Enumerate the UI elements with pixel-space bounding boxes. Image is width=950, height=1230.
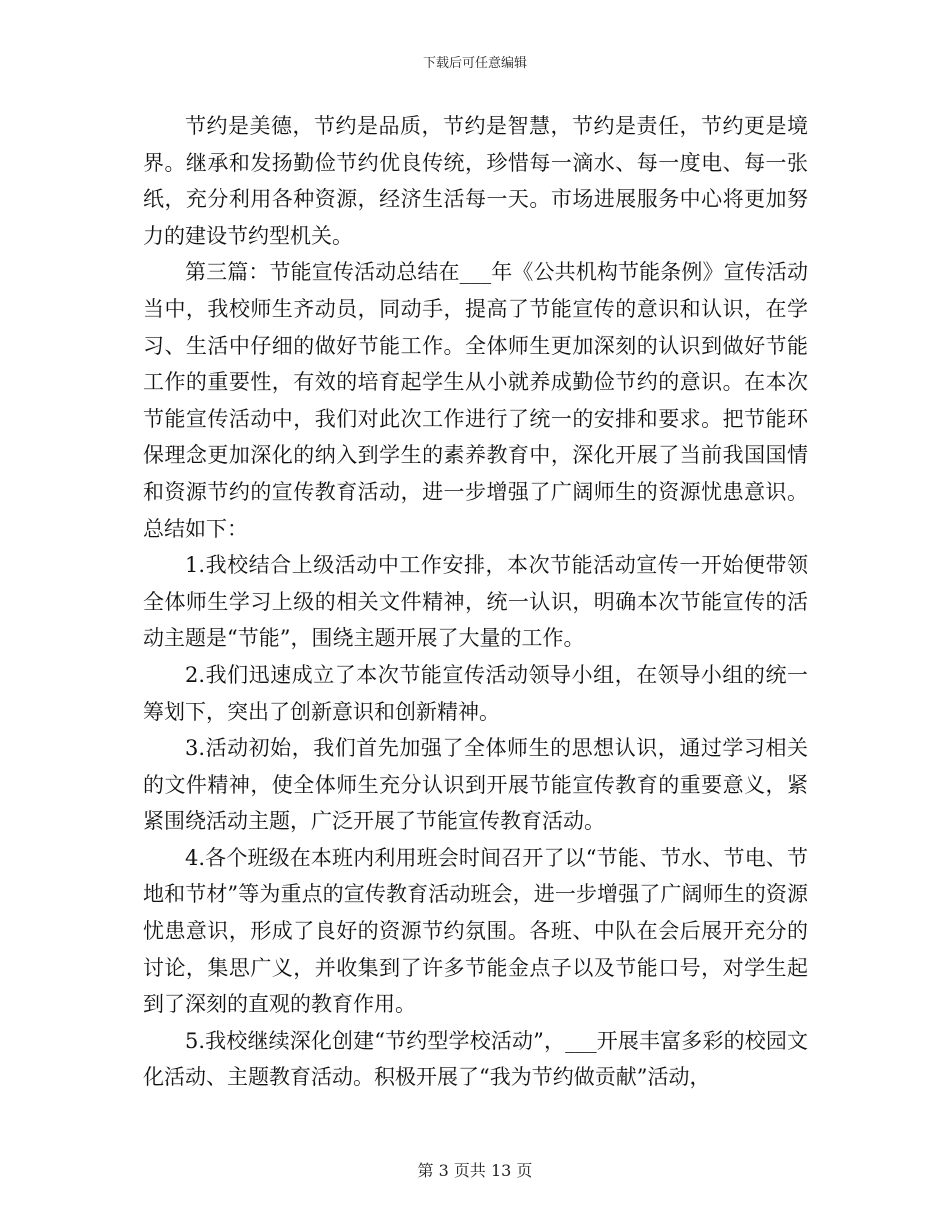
paragraph-4: 2.我们迅速成立了本次节能宣传活动领导小组，在领导小组的统一筹划下，突出了创新意识和创新精神。	[143, 662, 808, 724]
paragraph-2: 第三篇：节能宣传活动总结在___年《公共机构节能条例》宣传活动当中，我校师生齐动员，同动手，提高了节能宣传的意识和认识，在学习、生活中仔细的做好节能工作。全体师生更加深刻的认识到做好节能工作的重要性，有效的培育起学生从小就养成勤俭节约的意识。在本次节能宣传活动中，我们对此次工作进行了统一的安排和要求。把节能环保理念更加深化的纳入到学生的素养教育中，深化开展了当前我国国情和资源节约的宣传教育活动，进一步增强了广阔师生的资源忧患意识。总结如下：	[143, 260, 808, 541]
paragraph-6: 4.各个班级在本班内利用班会时间召开了以“节能、节水、节电、节地和节材”等为重点的宣传教育活动班会，进一步增强了广阔师生的资源忧患意识，形成了良好的资源节约氛围。各班、中队在会后展开充分的讨论，集思广义，并收集到了许多节能金点子以及节能口号，对学生起到了深刻的直观的教育作用。	[143, 845, 808, 1017]
page-number-footer: 第 3 页共 13 页	[417, 1161, 533, 1180]
document-body	[143, 108, 808, 1096]
paragraph-3: 1.我校结合上级活动中工作安排，本次节能活动宣传一开始便带领全体师生学习上级的相关文件精神，统一认识，明确本次节能宣传的活动主题是“节能”，围绕主题开展了大量的工作。	[143, 553, 808, 651]
paragraph-7: 5.我校继续深化创建“节约型学校活动”，___开展丰富多彩的校园文化活动、主题教育活动。积极开展了“我为节约做贡献”活动，	[143, 1028, 808, 1090]
page-header: 下载后可任意编辑	[422, 56, 527, 71]
paragraph-1: 节约是美德，节约是品质，节约是智慧，节约是责任，节约更是境界。继承和发扬勤俭节约优良传统，珍惜每一滴水、每一度电、每一张纸，充分利用各种资源，经济生活每一天。市场进展服务中心将更加努力的建设节约型机关。	[143, 114, 808, 248]
paragraph-5: 3.活动初始，我们首先加强了全体师生的思想认识，通过学习相关的文件精神，使全体师生充分认识到开展节能宣传教育的重要意义，紧紧围绕活动主题，广泛开展了节能宣传教育活动。	[143, 736, 808, 834]
